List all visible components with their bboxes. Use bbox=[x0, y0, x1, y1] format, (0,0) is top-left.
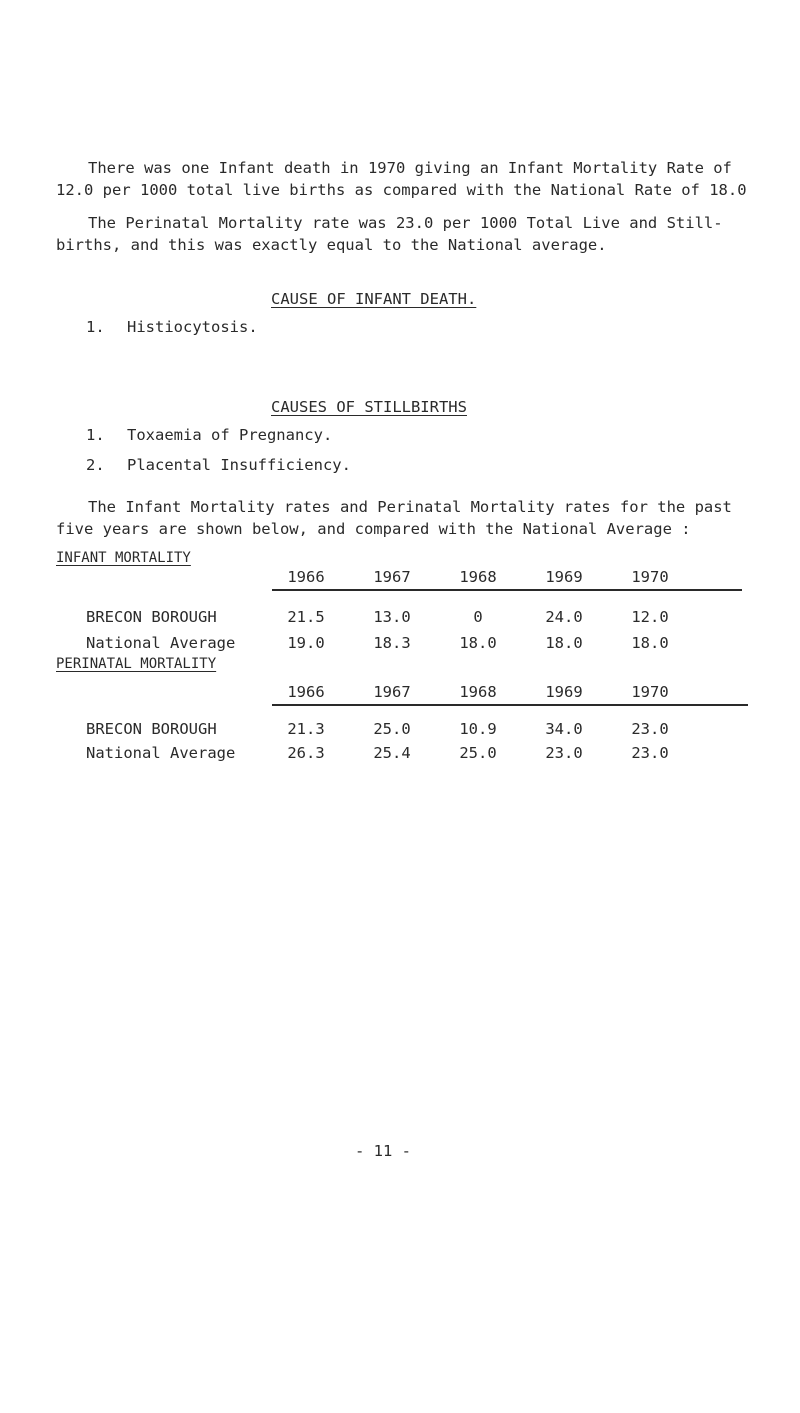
intro-line-2: 12.0 per 1000 total live births as compared with the National Rate of 18.0 bbox=[56, 181, 747, 199]
table-cell: 24.0 bbox=[545, 608, 583, 626]
stillbirth-item-number: 1. bbox=[86, 426, 105, 444]
year-header: 1969 bbox=[545, 568, 583, 586]
intro-paragraph bbox=[56, 157, 756, 179]
perinatal-paragraph bbox=[56, 212, 756, 234]
table-cell: 23.0 bbox=[631, 744, 669, 762]
table-cell: 18.3 bbox=[373, 634, 411, 652]
table-cell: 0 bbox=[473, 608, 483, 626]
year-header: 1966 bbox=[287, 568, 325, 586]
comparison-line-1: The Infant Mortality rates and Perinatal Mortality rates for the past bbox=[88, 498, 732, 516]
year-header: 1968 bbox=[459, 568, 497, 586]
row-label: BRECON BOROUGH bbox=[86, 720, 217, 738]
infant-table-title: INFANT MORTALITY bbox=[56, 550, 191, 566]
table-cell: 26.3 bbox=[287, 744, 325, 762]
year-header: 1967 bbox=[373, 683, 411, 701]
intro-paragraph-cont bbox=[56, 179, 756, 201]
year-header: 1970 bbox=[631, 683, 669, 701]
stillbirth-item-number: 2. bbox=[86, 456, 105, 474]
comparison-paragraph bbox=[56, 496, 756, 518]
table-cell: 21.5 bbox=[287, 608, 325, 626]
table-cell: 18.0 bbox=[459, 634, 497, 652]
perinatal-paragraph-cont bbox=[56, 234, 756, 256]
table-cell: 34.0 bbox=[545, 720, 583, 738]
perinatal-line-2: births, and this was exactly equal to the National average. bbox=[56, 236, 607, 254]
table-cell: 25.0 bbox=[459, 744, 497, 762]
year-header: 1969 bbox=[545, 683, 583, 701]
header-rule bbox=[272, 704, 748, 706]
intro-line-1: There was one Infant death in 1970 giving an Infant Mortality Rate of bbox=[88, 159, 732, 177]
table-cell: 18.0 bbox=[545, 634, 583, 652]
page-number: - 11 - bbox=[355, 1142, 411, 1160]
table-cell: 10.9 bbox=[459, 720, 497, 738]
row-label: National Average bbox=[86, 634, 236, 652]
table-cell: 23.0 bbox=[631, 720, 669, 738]
infant-death-item-number: 1. bbox=[86, 318, 105, 336]
year-header: 1970 bbox=[631, 568, 669, 586]
table-cell: 25.0 bbox=[373, 720, 411, 738]
row-label: National Average bbox=[86, 744, 236, 762]
infant-death-heading: CAUSE OF INFANT DEATH. bbox=[271, 290, 477, 308]
year-header: 1967 bbox=[373, 568, 411, 586]
row-label: BRECON BOROUGH bbox=[86, 608, 217, 626]
table-cell: 21.3 bbox=[287, 720, 325, 738]
year-header: 1966 bbox=[287, 683, 325, 701]
table-cell: 13.0 bbox=[373, 608, 411, 626]
comparison-paragraph-cont bbox=[56, 518, 756, 540]
perinatal-table-title: PERINATAL MORTALITY bbox=[56, 656, 217, 672]
table-cell: 18.0 bbox=[631, 634, 669, 652]
header-rule bbox=[272, 589, 742, 591]
stillbirth-item-text: Toxaemia of Pregnancy. bbox=[127, 426, 333, 444]
table-cell: 12.0 bbox=[631, 608, 669, 626]
table-cell: 23.0 bbox=[545, 744, 583, 762]
year-header: 1968 bbox=[459, 683, 497, 701]
table-cell: 19.0 bbox=[287, 634, 325, 652]
perinatal-line-1: The Perinatal Mortality rate was 23.0 per 1000 Total Live and Still- bbox=[88, 214, 723, 232]
infant-death-item-text: Histiocytosis. bbox=[127, 318, 258, 336]
comparison-line-2: five years are shown below, and compared with the National Average : bbox=[56, 520, 691, 538]
stillbirth-item-text: Placental Insufficiency. bbox=[127, 456, 351, 474]
table-cell: 25.4 bbox=[373, 744, 411, 762]
stillbirths-heading: CAUSES OF STILLBIRTHS bbox=[271, 398, 467, 416]
